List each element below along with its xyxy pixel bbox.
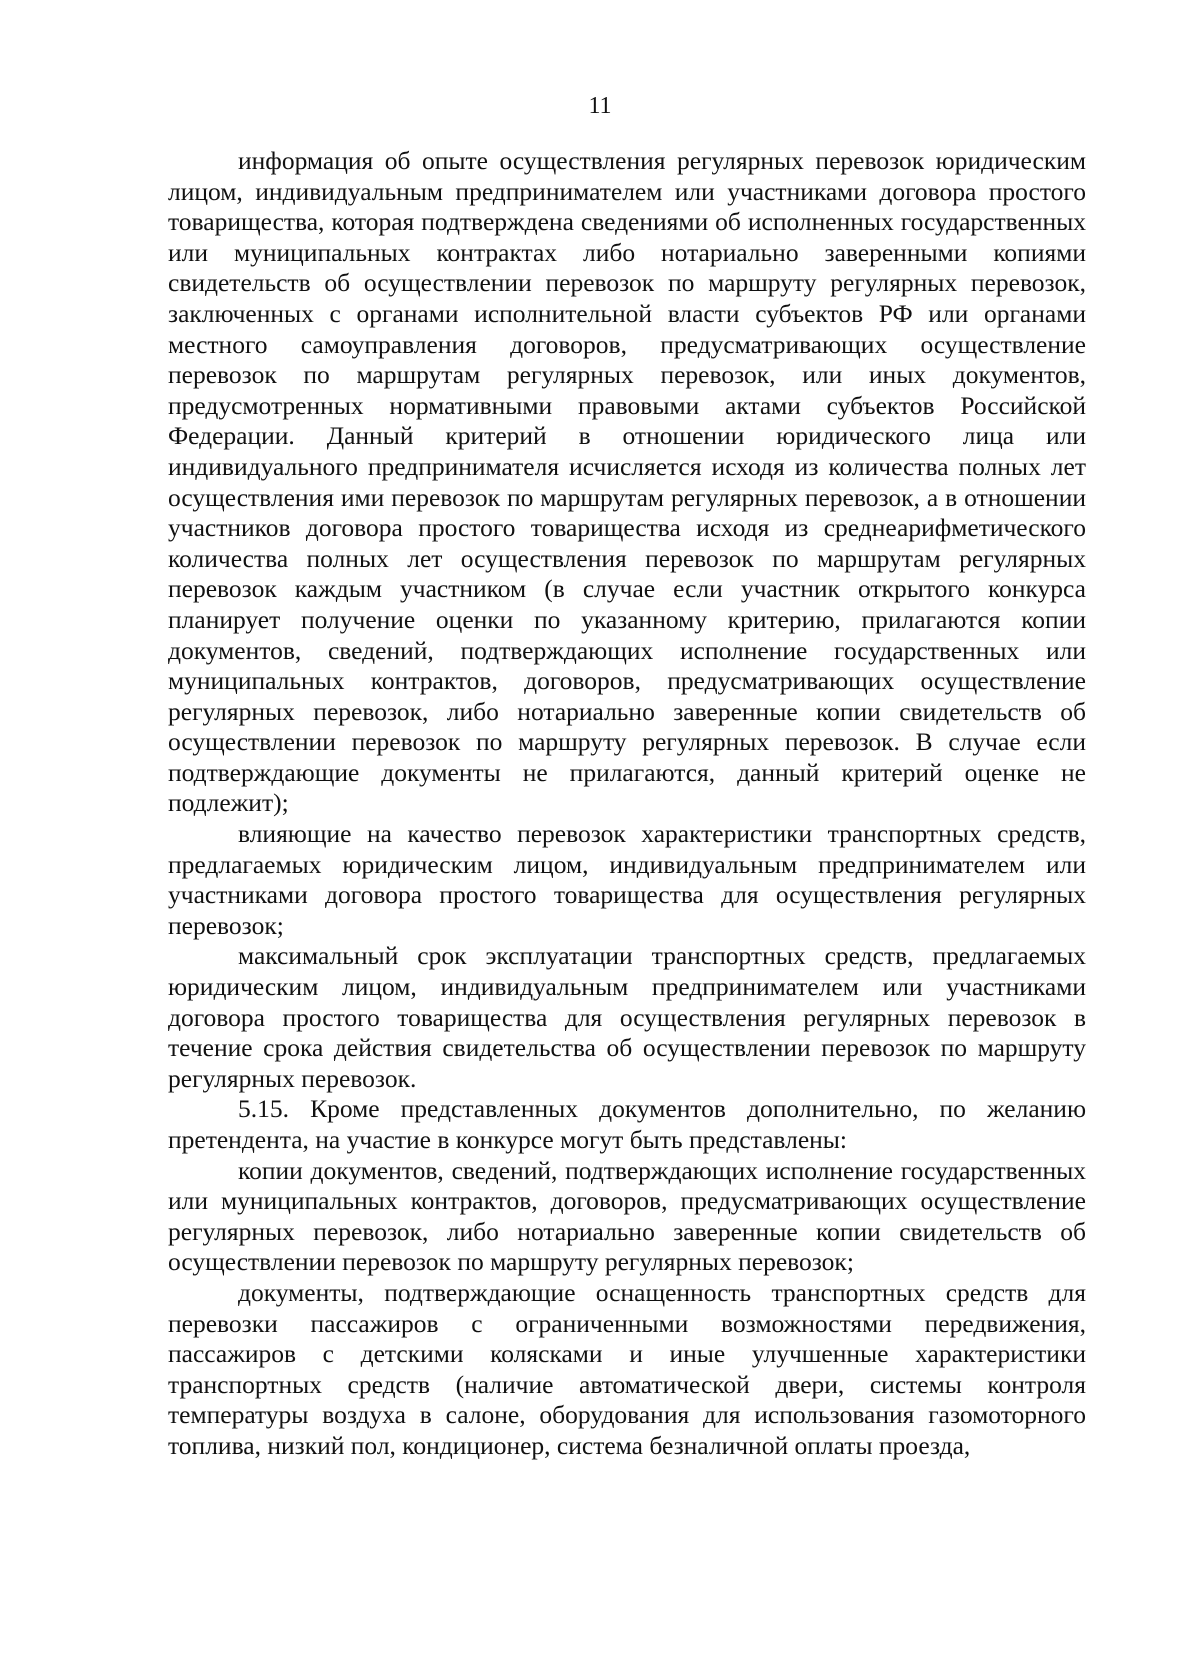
paragraph-vehicle-characteristics: влияющие на качество перевозок характеристики транспортных средств, предлагаемых юридическим лицом, индивидуальным предпринимателем или участниками договора простого товарищества для осуществления регулярных перевозок; [168,819,1086,940]
page-number: 11 [588,93,612,119]
paragraph-contract-copies: копии документов, сведений, подтверждающих исполнение государственных или муниципальных контрактов, договоров, предусматривающих осуществление регулярных перевозок, либо нотариально заверенные копии свидетельств об осуществлении перевозок по маршруту регулярных перевозок; [168,1155,1086,1277]
document-body [168,146,1086,1462]
paragraph-max-operation-term: максимальный срок эксплуатации транспортных средств, предлагаемых юридическим лицом, индивидуальным предпринимателем или участниками договора простого товарищества для осуществления регулярных перевозок в течение срока действия свидетельства об осуществлении перевозок по маршруту регулярных перевозок. [168,941,1086,1093]
paragraph-equipment-documents: документы, подтверждающие оснащенность транспортных средств для перевозки пассажиров с ограниченными возможностями передвижения, пассажиров с детскими колясками и иные улучшенные характеристики транспортных средств (наличие автоматической двери, системы контроля температуры воздуха в салоне, оборудования для использования газомоторного топлива, низкий пол, кондиционер, система безналичной оплаты проезда, [168,1277,1086,1460]
paragraph-experience-info: информация об опыте осуществления регулярных перевозок юридическим лицом, индивидуальным предпринимателем или участниками договора простого товарищества, которая подтверждена сведениями об исполненных государственных или муниципальных контрактах либо нотариально заверенными копиями свидетельств об осуществлении перевозок по маршруту регулярных перевозок, заключенных с органами исполнительной власти субъектов РФ или органами местного самоуправления договоров, предусматривающих осуществление перевозок по маршрутам регулярных перевозок, или иных документов, предусмотренных нормативными правовыми актами субъектов Российской Федерации. Данный критерий в отношении юридического лица или индивидуального предпринимателя исчисляется исходя из количества полных лет осуществления ими перевозок по маршрутам регулярных перевозок, а в отношении участников договора простого товарищества исходя из среднеарифметического количества полных лет осуществления перевозок по маршрутам регулярных перевозок каждым участником (в случае если участник открытого конкурса планирует получение оценки по указанному критерию, прилагаются копии документов, сведений, подтверждающих исполнение государственных или муниципальных контрактов, договоров, предусматривающих осуществление регулярных перевозок, либо нотариально заверенные копии свидетельств об осуществлении перевозок по маршруту регулярных перевозок. В случае если подтверждающие документы не прилагаются, данный критерий оценке не подлежит); [168,146,1086,818]
paragraph-section-5-15: 5.15. Кроме представленных документов дополнительно, по желанию претендента, на участие в конкурсе могут быть представлены: [168,1094,1086,1154]
